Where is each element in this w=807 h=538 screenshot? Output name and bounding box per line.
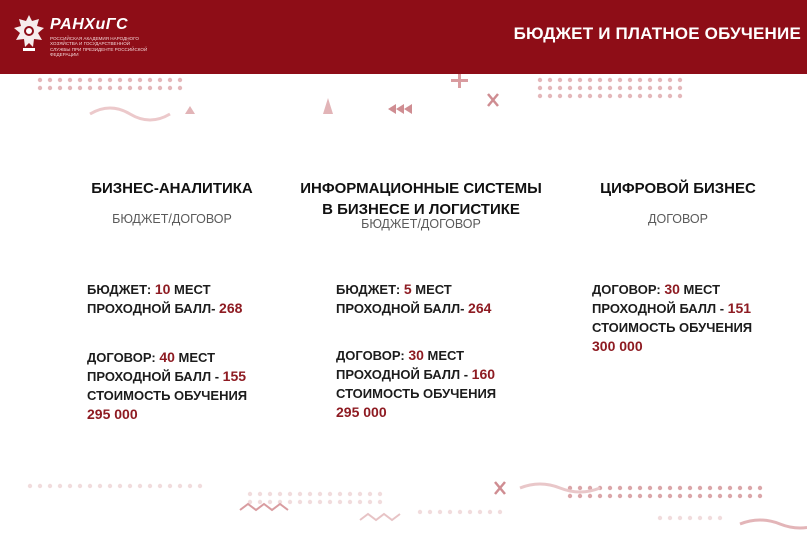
cost-label: СТОИМОСТЬ ОБУЧЕНИЯ [87, 388, 248, 403]
program-title-line2: В БИЗНЕСЕ И ЛОГИСТИКЕ [322, 201, 520, 218]
logo-subtitle: РОССИЙСКАЯ АКАДЕМИЯ НАРОДНОГО ХОЗЯЙСТВА И ГОСУДАРСТВЕННОЙ СЛУЖБЫ ПРИ ПРЕЗИДЕНТЕ РОССИЙСКОЙ ФЕДЕРАЦИИ [50, 36, 148, 58]
program-details-digital-business [592, 280, 752, 356]
program-title: ЦИФРОВОЙ БИЗНЕС [600, 180, 756, 197]
decorative-pattern-bottom [0, 478, 807, 538]
contract-places: 30 [664, 281, 680, 297]
contract-score-label: ПРОХОДНОЙ БАЛЛ - [592, 301, 728, 316]
cost-label: СТОИМОСТЬ ОБУЧЕНИЯ [336, 386, 497, 401]
budget-score-label: ПРОХОДНОЙ БАЛЛ- [87, 301, 220, 316]
budget-score-label: ПРОХОДНОЙ БАЛЛ- [336, 301, 469, 316]
program-details-business-analytics [87, 280, 247, 424]
page-title: БЮДЖЕТ И ПЛАТНОЕ ОБУЧЕНИЕ [513, 24, 801, 43]
program-column-information-systems [278, 178, 564, 231]
contract-places: 30 [408, 347, 424, 363]
places-unit: МЕСТ [411, 282, 452, 297]
cost-value: 300 000 [592, 338, 643, 354]
program-column-digital-business [578, 178, 778, 226]
contract-label: ДОГОВОР: [336, 348, 409, 363]
contract-score: 160 [471, 366, 496, 382]
contract-places: 40 [159, 349, 175, 365]
contract-score-label: ПРОХОДНОЙ БАЛЛ - [87, 369, 223, 384]
contract-score: 151 [727, 300, 752, 316]
places-unit: МЕСТ [679, 282, 721, 297]
contract-score-label: ПРОХОДНОЙ БАЛЛ - [336, 367, 472, 382]
header-bar [0, 0, 807, 74]
cost-label: СТОИМОСТЬ ОБУЧЕНИЯ [592, 320, 753, 335]
program-column-business-analytics [72, 178, 272, 226]
places-unit: МЕСТ [174, 350, 216, 365]
contract-score: 155 [222, 368, 247, 384]
logo-name: РАНХиГС [50, 16, 129, 33]
eagle-emblem-icon [12, 13, 46, 53]
contract-label: ДОГОВОР: [592, 282, 665, 297]
cost-value: 295 000 [336, 404, 387, 420]
places-unit: МЕСТ [170, 282, 211, 297]
program-mode: БЮДЖЕТ/ДОГОВОР [112, 212, 232, 226]
budget-label: БЮДЖЕТ: [336, 282, 404, 297]
budget-score: 264 [468, 300, 492, 316]
contract-label: ДОГОВОР: [87, 350, 160, 365]
program-details-information-systems [336, 280, 496, 422]
program-title: БИЗНЕС-АНАЛИТИКА [91, 180, 253, 197]
cost-value: 295 000 [87, 406, 138, 422]
program-mode: ДОГОВОР [648, 212, 708, 226]
budget-places: 10 [154, 281, 171, 297]
decorative-pattern-top [0, 74, 807, 124]
budget-label: БЮДЖЕТ: [87, 282, 155, 297]
places-unit: МЕСТ [423, 348, 465, 363]
program-mode: БЮДЖЕТ/ДОГОВОР [361, 217, 481, 231]
program-title-line1: ИНФОРМАЦИОННЫЕ СИСТЕМЫ [300, 180, 542, 197]
ranepa-logo [12, 10, 148, 64]
budget-places: 5 [403, 281, 412, 297]
budget-score: 268 [219, 300, 243, 316]
